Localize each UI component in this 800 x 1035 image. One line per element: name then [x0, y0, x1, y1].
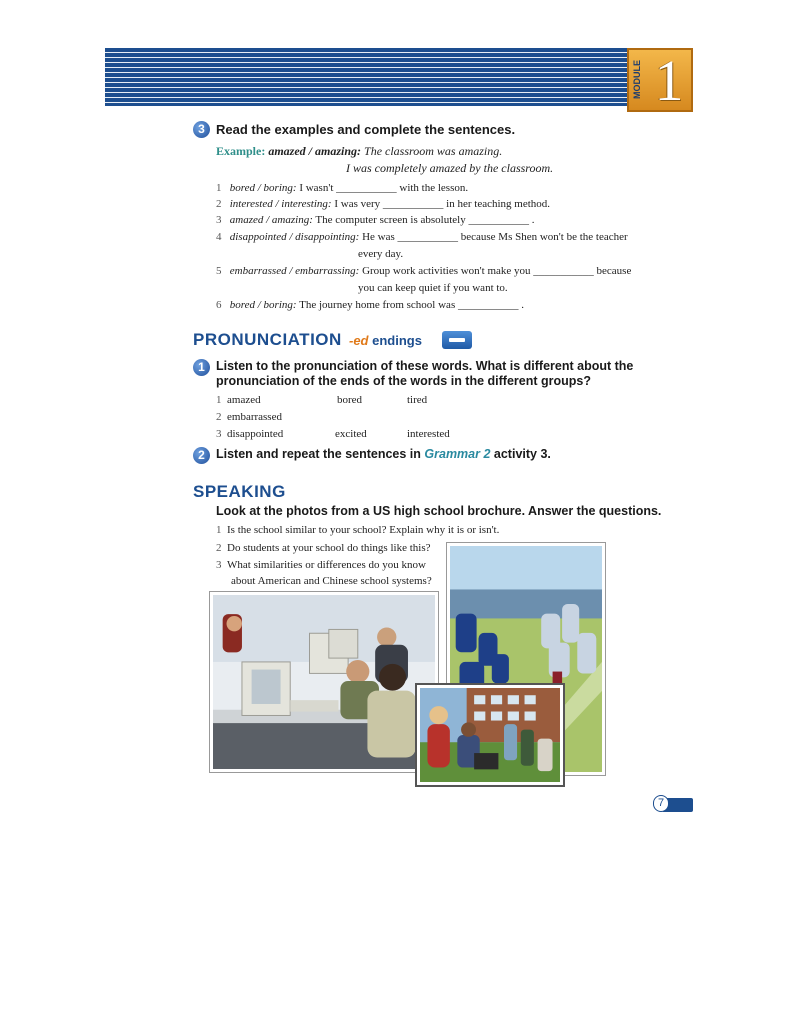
activity-3-number: 3	[193, 121, 210, 138]
pronunciation-subtitle: -ed endings	[349, 333, 422, 348]
pronunciation-activity-1-instruction-line-1: Listen to the pronunciation of these words. What is different about the	[216, 359, 634, 373]
module-banner	[105, 48, 627, 106]
word-row-1-col-2: bored	[337, 394, 363, 406]
word-row-3: 3 disappointed	[216, 428, 284, 440]
word-row-1-col-3: tired	[407, 394, 428, 406]
speaking-question-3: 3 What similarities or differences do you know	[216, 559, 426, 571]
module-badge	[627, 48, 693, 112]
example-line-1: Example: amazed / amazing: The classroom was amazing.	[216, 144, 503, 158]
exercise-item-5: 5 embarrassed / embarrassing: Group work activities won't make you ___________ because	[216, 265, 632, 277]
pronunciation-title: PRONUNCIATION	[193, 330, 342, 349]
photo-computer-lab	[209, 591, 439, 773]
exercise-item-4-continued: every day.	[358, 248, 404, 260]
pronunciation-activity-1-instruction-line-2: pronunciation of the ends of the words in the different groups?	[216, 374, 591, 388]
word-row-2: 2 embarrassed	[216, 411, 282, 423]
module-label: MODULE	[632, 60, 642, 100]
speaking-question-1: 1 Is the school similar to your school? Explain why it is or isn't.	[216, 524, 500, 536]
module-number: 1	[654, 48, 684, 113]
pronunciation-activity-1-number: 1	[193, 359, 210, 376]
pronunciation-activity-2-instruction: Listen and repeat the sentences in Grammar 2 activity 3.	[216, 447, 551, 461]
cd-audio-icon[interactable]	[442, 331, 472, 349]
speaking-instruction: Look at the photos from a US high school brochure. Answer the questions.	[216, 504, 662, 518]
page-number: 7	[653, 795, 669, 812]
exercise-item-4: 4 disappointed / disappointing: He was ___________ because Ms Shen won't be the teacher	[216, 231, 628, 243]
speaking-question-2: 2 Do students at your school do things like this?	[216, 542, 431, 554]
exercise-item-2: 2 interested / interesting: I was very ___________ in her teaching method.	[216, 198, 551, 210]
speaking-title: SPEAKING	[193, 482, 286, 501]
page-number-tab	[653, 795, 693, 813]
exercise-item-6: 6 bored / boring: The journey home from school was ___________ .	[216, 299, 524, 311]
exercise-item-5-continued: you can keep quiet if you want to.	[358, 282, 508, 294]
exercise-item-1: 1 bored / boring: I wasn't ___________ with the lesson.	[216, 182, 469, 194]
exercise-item-3: 3 amazed / amazing: The computer screen is absolutely ___________ .	[216, 214, 535, 226]
speaking-question-3-continued: about American and Chinese school systems?	[231, 575, 432, 587]
word-row-1: 1 amazed	[216, 394, 261, 406]
activity-3-instruction: Read the examples and complete the sentences.	[216, 122, 516, 137]
word-row-3-col-2: excited	[335, 428, 367, 440]
example-line-2: I was completely amazed by the classroom.	[346, 161, 554, 175]
word-row-3-col-3: interested	[407, 428, 450, 440]
pronunciation-activity-2-number: 2	[193, 447, 210, 464]
photo-students-laptop	[415, 683, 565, 787]
